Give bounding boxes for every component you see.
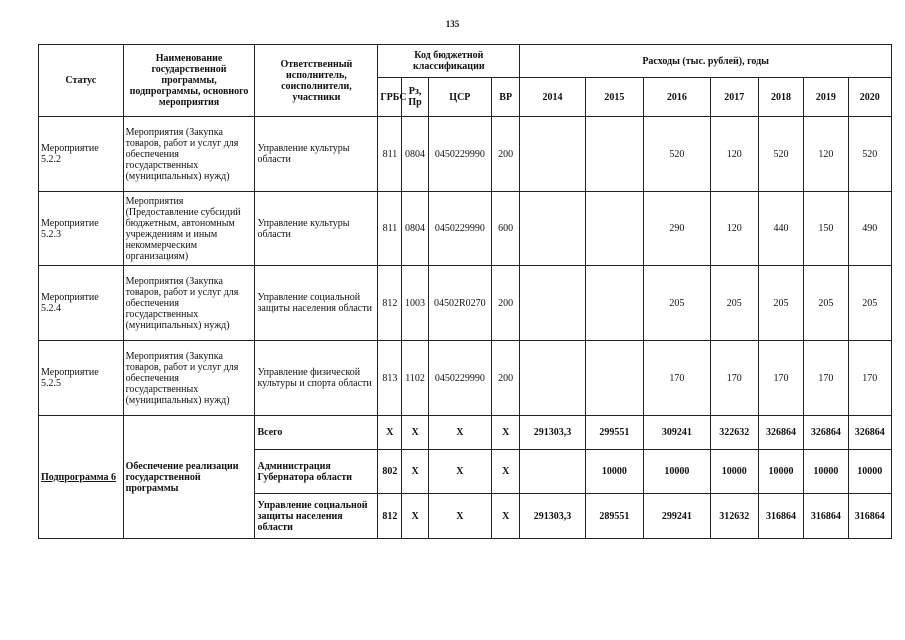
row-value: 10000 [585,450,643,494]
row-value: 205 [758,266,803,341]
row-value: 520 [644,117,710,192]
header-rzpr: Рз, Пр [402,78,428,117]
row-vr: Х [492,494,520,539]
row-value: 170 [644,341,710,416]
row-csr: 0450229990 [428,117,491,192]
row-executor: Управление социальной защиты населения области [255,494,378,539]
row-name: Мероприятия (Закупка товаров, работ и услуг для обеспечения государственных (муниципальных) нужд) [123,266,255,341]
row-value [585,266,643,341]
row-value: 290 [644,192,710,266]
row-value: 10000 [710,450,758,494]
row-executor: Управление физической культуры и спорта области [255,341,378,416]
row-name: Мероприятия (Предоставление субсидий бюджетным, автономным учреждениям и иным некоммерческим организациям) [123,192,255,266]
row-value: 326864 [758,416,803,450]
row-grbs: 802 [378,450,402,494]
row-vr: 600 [492,192,520,266]
header-row-1 [39,45,892,78]
table-row [39,266,892,341]
row-value: 309241 [644,416,710,450]
row-status: Мероприятие 5.2.3 [39,192,124,266]
row-grbs: Х [378,416,402,450]
row-value: 120 [710,117,758,192]
row-csr: Х [428,450,491,494]
row-value: 170 [758,341,803,416]
row-vr: Х [492,450,520,494]
page-number: 135 [445,19,460,29]
row-executor: Управление культуры области [255,117,378,192]
row-value: 520 [848,117,892,192]
row-status: Мероприятие 5.2.5 [39,341,124,416]
header-vr: ВР [492,78,520,117]
budget-table [38,44,892,539]
row-value: 10000 [848,450,892,494]
table-row [39,192,892,266]
row-value: 316864 [758,494,803,539]
row-value [520,450,585,494]
row-value: 10000 [804,450,848,494]
row-value: 120 [804,117,848,192]
header-year: 2019 [804,78,848,117]
header-year: 2016 [644,78,710,117]
row-value: 10000 [758,450,803,494]
header-executor: Ответственный исполнитель, соисполнители, участники [255,45,378,117]
row-vr: 200 [492,117,520,192]
row-value: 322632 [710,416,758,450]
table-row [39,117,892,192]
row-value: 170 [804,341,848,416]
header-name: Наименование государственной программы, подпрограммы, основного мероприятия [123,45,255,117]
row-name: Мероприятия (Закупка товаров, работ и услуг для обеспечения государственных (муниципальных) нужд) [123,117,255,192]
row-value: 150 [804,192,848,266]
row-rzpr: Х [402,416,428,450]
row-value [520,192,585,266]
header-year: 2018 [758,78,803,117]
row-rzpr: 0804 [402,117,428,192]
row-value: 299241 [644,494,710,539]
row-executor: Администрация Губернатора области [255,450,378,494]
row-executor: Управление культуры области [255,192,378,266]
row-grbs: 813 [378,341,402,416]
row-value [520,341,585,416]
row-csr: Х [428,494,491,539]
row-name: Мероприятия (Закупка товаров, работ и услуг для обеспечения государственных (муниципальных) нужд) [123,341,255,416]
table-row [39,341,892,416]
row-value [520,266,585,341]
row-value: 312632 [710,494,758,539]
row-vr: 200 [492,266,520,341]
row-value: 10000 [644,450,710,494]
header-year: 2017 [710,78,758,117]
row-value [520,117,585,192]
row-value: 205 [848,266,892,341]
header-year: 2014 [520,78,585,117]
row-value: 490 [848,192,892,266]
row-executor: Управление социальной защиты населения области [255,266,378,341]
row-value: 326864 [848,416,892,450]
row-value: 440 [758,192,803,266]
row-csr: 0450229990 [428,192,491,266]
row-value [585,192,643,266]
row-status: Мероприятие 5.2.2 [39,117,124,192]
row-vr: Х [492,416,520,450]
row-value: 291303,3 [520,416,585,450]
row-grbs: 812 [378,494,402,539]
row-value: 170 [848,341,892,416]
header-csr: ЦСР [428,78,491,117]
row-value: 520 [758,117,803,192]
row-value: 170 [710,341,758,416]
row-value: 205 [710,266,758,341]
header-status: Статус [39,45,124,117]
row-value: 289551 [585,494,643,539]
row-grbs: 812 [378,266,402,341]
row-value: 316864 [848,494,892,539]
header-expenses-group: Расходы (тыс. рублей), годы [520,45,892,78]
row-value: 299551 [585,416,643,450]
row-rzpr: Х [402,494,428,539]
row-rzpr: 1003 [402,266,428,341]
subprogram-status: Подпрограмма 6 [41,471,117,483]
row-grbs: 811 [378,192,402,266]
row-grbs: 811 [378,117,402,192]
header-code-group: Код бюджетной классификации [378,45,520,78]
header-year: 2020 [848,78,892,117]
row-csr: 0450229990 [428,341,491,416]
row-value: 205 [804,266,848,341]
header-grbs: ГРБС [378,78,402,117]
subprogram-row-total [39,416,892,450]
subprogram-name: Обеспечение реализации государственной программы [123,416,255,539]
row-value: 316864 [804,494,848,539]
row-value: 326864 [804,416,848,450]
row-executor: Всего [255,416,378,450]
row-rzpr: 1102 [402,341,428,416]
row-value [585,341,643,416]
row-rzpr: Х [402,450,428,494]
subprogram-status-cell [39,416,124,539]
row-status: Мероприятие 5.2.4 [39,266,124,341]
row-vr: 200 [492,341,520,416]
row-value: 120 [710,192,758,266]
row-value: 291303,3 [520,494,585,539]
row-csr: 04502R0270 [428,266,491,341]
row-csr: Х [428,416,491,450]
row-rzpr: 0804 [402,192,428,266]
row-value [585,117,643,192]
row-value: 205 [644,266,710,341]
header-year: 2015 [585,78,643,117]
